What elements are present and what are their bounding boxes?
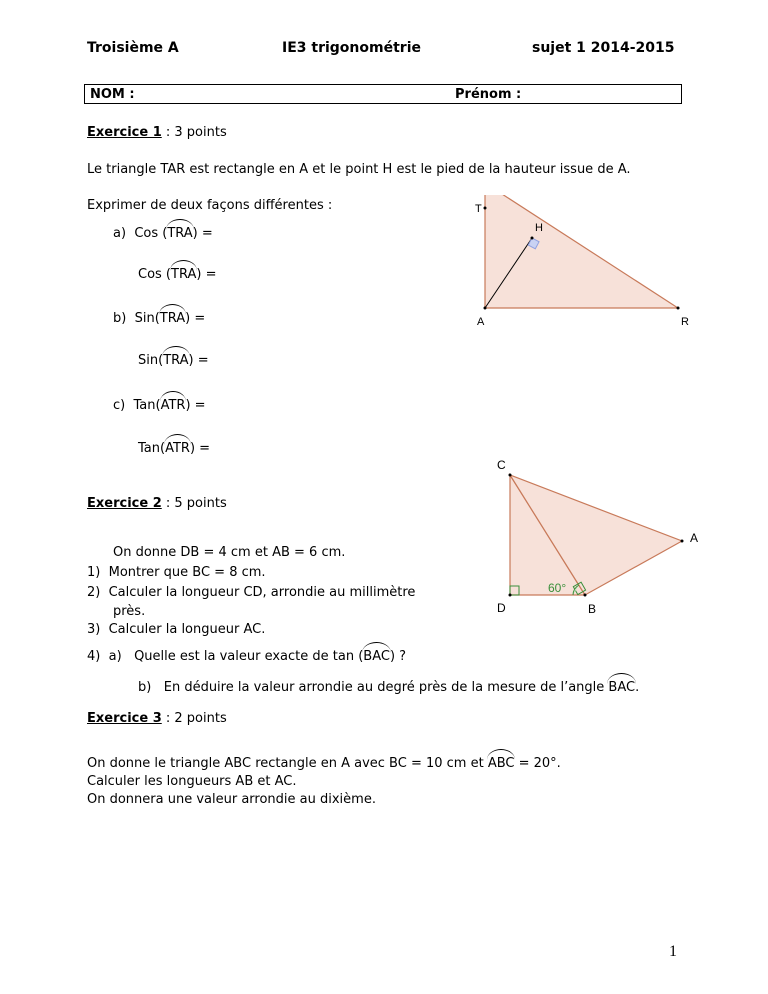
angle-bac: BAC bbox=[363, 649, 390, 664]
ex1-b-line2 bbox=[138, 353, 209, 368]
ex2-given: On donne DB = 4 cm et AB = 6 cm. bbox=[113, 545, 346, 560]
ex1-title: Exercice 1 bbox=[87, 125, 162, 140]
ex3-line2: Calculer les longueurs AB et AC. bbox=[87, 774, 297, 789]
label-60: 60° bbox=[548, 581, 567, 595]
q4b-end: . bbox=[635, 680, 640, 695]
q4a-text: Quelle est la valeur exacte de tan ( bbox=[134, 649, 364, 664]
q3-num: 3) bbox=[87, 622, 101, 637]
q3-text: Calculer la longueur AC. bbox=[108, 622, 266, 637]
ex2-q3 bbox=[87, 622, 265, 637]
ex1-a-label: a) bbox=[113, 226, 127, 241]
name-box bbox=[84, 84, 682, 104]
ex3-line1b: = 20°. bbox=[514, 756, 561, 771]
q1-text: Montrer que BC = 8 cm. bbox=[108, 565, 266, 580]
nom-label: NOM : bbox=[90, 87, 135, 102]
angle-tra: TRA bbox=[167, 226, 193, 241]
label-r: R bbox=[681, 316, 689, 328]
ex1-points: : 3 points bbox=[161, 125, 227, 140]
q4b-text: En déduire la valeur arrondie au degré près de la mesure de l’angle bbox=[163, 680, 609, 695]
ex1-b-label: b) bbox=[113, 311, 127, 326]
ex1-eq: ) = bbox=[185, 311, 206, 326]
ex1-b-line1 bbox=[113, 311, 205, 326]
page-number: 1 bbox=[669, 943, 677, 960]
label-b: B bbox=[588, 602, 597, 616]
ex1-eq: ) = bbox=[192, 226, 213, 241]
header-subject: sujet 1 2014-2015 bbox=[532, 40, 675, 56]
angle-tra: TRA bbox=[159, 311, 186, 326]
label-d: D bbox=[497, 601, 506, 615]
angle-bac: BAC bbox=[608, 680, 636, 695]
ex2-points: : 5 points bbox=[161, 496, 227, 511]
ex1-prompt: Exprimer de deux façons différentes : bbox=[87, 198, 333, 213]
q4a-end: ) ? bbox=[389, 649, 407, 664]
ex2-title: Exercice 2 bbox=[87, 496, 162, 511]
angle-atr: ATR bbox=[160, 398, 186, 413]
header-class: Troisième A bbox=[87, 40, 179, 56]
label-h: H bbox=[535, 222, 543, 234]
ex1-eq: ) = bbox=[185, 398, 206, 413]
ex1-a-line2 bbox=[138, 267, 216, 282]
q2-num: 2) bbox=[87, 585, 101, 600]
label-c: C bbox=[497, 458, 506, 472]
ex3-line3: On donnera une valeur arrondie au dixième. bbox=[87, 792, 376, 807]
ex3-line1 bbox=[87, 756, 561, 771]
angle-abc: ABC bbox=[487, 756, 515, 771]
ex1-heading bbox=[87, 125, 227, 140]
ex3-points: : 2 points bbox=[161, 711, 227, 726]
ex3-line1a: On donne le triangle ABC rectangle en A avec BC = 10 cm et bbox=[87, 756, 488, 771]
triangle-tar bbox=[485, 195, 678, 308]
ex2-heading bbox=[87, 496, 227, 511]
angle-atr: ATR bbox=[165, 441, 190, 456]
ex2-q1 bbox=[87, 565, 266, 580]
ex1-c-label: c) bbox=[113, 398, 126, 413]
ex1-a-line1 bbox=[113, 226, 213, 241]
q4-num: 4) bbox=[87, 649, 101, 664]
angle-tra: TRA bbox=[171, 267, 197, 282]
ex1-tan: Tan( bbox=[133, 398, 161, 413]
figure-tar bbox=[440, 195, 720, 335]
ex2-q2 bbox=[87, 585, 415, 600]
ex1-tan: Tan( bbox=[138, 441, 166, 456]
ex1-sin: Sin( bbox=[138, 353, 164, 368]
q4a-label: a) bbox=[108, 649, 122, 664]
label-a2: A bbox=[690, 531, 699, 545]
ex1-cos: Cos ( bbox=[134, 226, 168, 241]
ex2-q2b: près. bbox=[113, 604, 146, 619]
ex1-c-line1 bbox=[113, 398, 206, 413]
ex2-q4b bbox=[138, 680, 639, 695]
prenom-label: Prénom : bbox=[455, 87, 522, 102]
label-a: A bbox=[477, 316, 485, 328]
ex1-eq: ) = bbox=[196, 267, 217, 282]
ex1-c-line2 bbox=[138, 441, 210, 456]
label-t: T bbox=[475, 203, 482, 215]
q2-text: Calculer la longueur CD, arrondie au millimètre bbox=[108, 585, 416, 600]
ex3-heading bbox=[87, 711, 227, 726]
ex1-statement: Le triangle TAR est rectangle en A et le point H est le pied de la hauteur issue de A. bbox=[87, 162, 631, 177]
ex1-eq: ) = bbox=[188, 353, 209, 368]
header-title: IE3 trigonométrie bbox=[282, 40, 421, 56]
ex3-title: Exercice 3 bbox=[87, 711, 162, 726]
ex1-eq: ) = bbox=[189, 441, 211, 456]
ex1-cos: Cos ( bbox=[138, 267, 172, 282]
q4b-label: b) bbox=[138, 680, 152, 695]
angle-tra: TRA bbox=[163, 353, 189, 368]
q1-num: 1) bbox=[87, 565, 101, 580]
ex2-q4a bbox=[87, 649, 406, 664]
ex1-sin: Sin( bbox=[134, 311, 160, 326]
figure-cdba bbox=[485, 455, 715, 620]
